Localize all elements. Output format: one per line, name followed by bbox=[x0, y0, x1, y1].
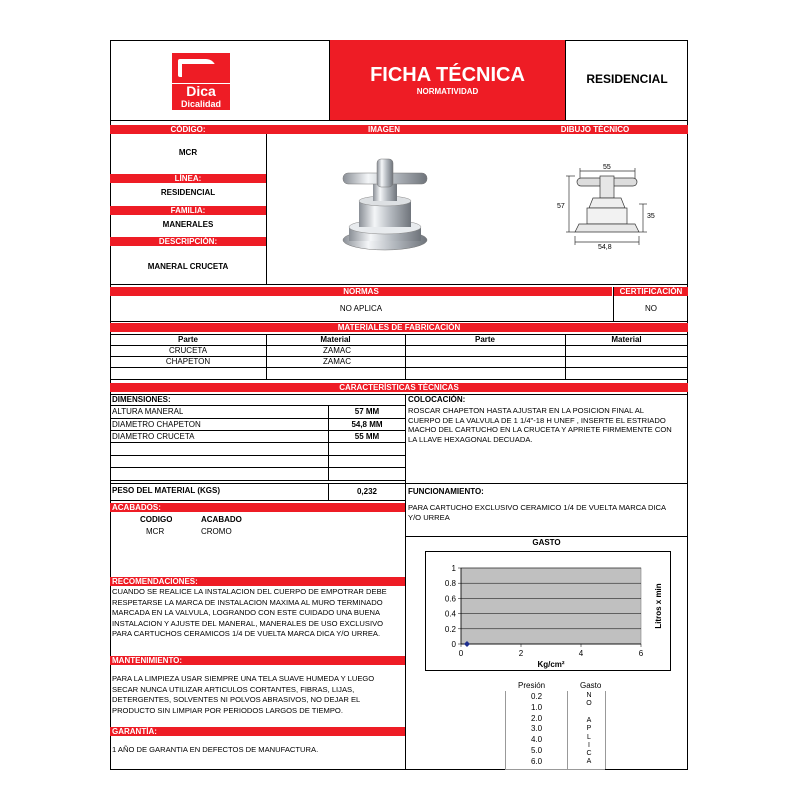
divider bbox=[605, 691, 606, 769]
descripcion-value: MANERAL CRUCETA bbox=[147, 262, 229, 271]
text-line: SECAR NUNCA UTILIZAR ARTICULOS CORTANTES, FIBRAS, LIJAS, bbox=[112, 684, 355, 694]
materiales-header: MATERIALES DE FABRICACIÓN bbox=[110, 323, 688, 332]
gasto-col-presion: Presión bbox=[518, 681, 546, 690]
descripcion-header: DESCRIPCIÓN: bbox=[110, 237, 266, 246]
logo-tagline: Dicalidad bbox=[172, 99, 230, 110]
materiales-col-material: Material bbox=[320, 335, 351, 344]
x-tick-label: 2 bbox=[518, 649, 524, 658]
dimension-value: 55 MM bbox=[354, 432, 380, 441]
text-line: INSTALACION Y AJUSTE DEL MANERAL, MANERALES DE USO EXCLUSIVO bbox=[112, 618, 384, 628]
familia-header: FAMILIA: bbox=[110, 206, 266, 215]
divider bbox=[110, 500, 405, 501]
gasto-letter: P bbox=[586, 725, 592, 733]
text-line: LA LLAVE HEXAGONAL DECUADA. bbox=[408, 434, 533, 444]
divider bbox=[405, 536, 688, 537]
text-line: ROSCAR CHAPETON HASTA AJUSTAR EN LA POSICION FINAL AL bbox=[408, 406, 645, 415]
x-tick-label: 0 bbox=[458, 649, 464, 658]
text-line: PARA CARTUCHOS CERAMICOS 1/4 DE VUELTA MARCA DICA Y/O URREA. bbox=[112, 629, 381, 639]
plot-area bbox=[461, 568, 641, 644]
divider bbox=[110, 467, 405, 468]
divider bbox=[405, 394, 406, 770]
presion-value: 2.0 bbox=[530, 713, 543, 723]
dimensiones-label: DIMENSIONES: bbox=[112, 395, 171, 404]
funcionamiento-text bbox=[408, 503, 684, 522]
divider bbox=[110, 284, 688, 285]
recomendaciones-header: RECOMENDACIONES: bbox=[110, 577, 405, 586]
divider bbox=[266, 134, 267, 284]
table-cell: CHAPETON bbox=[165, 357, 211, 366]
garantia-header: GARANTÍA: bbox=[110, 727, 405, 736]
table-cell: ZAMAC bbox=[323, 346, 351, 355]
page-title: FICHA TÉCNICA bbox=[370, 64, 525, 86]
text-line: PARA LA LIMPIEZA USAR SIEMPRE UNA TELA SUAVE HUMEDA Y LUEGO bbox=[112, 674, 375, 683]
y-tick-label: 0.8 bbox=[444, 579, 456, 589]
divider bbox=[110, 442, 405, 443]
gasto-letter: N bbox=[586, 692, 592, 699]
y-tick-label: 0 bbox=[451, 640, 456, 649]
logo bbox=[170, 51, 234, 113]
presion-value: 6.0 bbox=[530, 756, 543, 766]
dim-right: 35 bbox=[647, 213, 655, 220]
x-tick-label: 4 bbox=[578, 649, 584, 658]
product-image bbox=[335, 155, 435, 255]
divider bbox=[110, 321, 688, 322]
dimension-value: 57 MM bbox=[354, 407, 380, 416]
linea-value: RESIDENCIAL bbox=[160, 188, 216, 197]
imagen-header: IMAGEN bbox=[266, 125, 502, 134]
divider bbox=[110, 483, 688, 484]
divider bbox=[110, 418, 405, 419]
category-label: RESIDENCIAL bbox=[586, 72, 668, 86]
gasto-col-gasto: Gasto bbox=[580, 681, 602, 690]
gasto-letter: I bbox=[588, 741, 590, 749]
text-line: MACHO DEL CARTUCHO EN LA CRUCETA Y APRIETE FIRMEMENTE CON bbox=[408, 425, 672, 434]
certificacion-header: CERTIFICACIÓN bbox=[614, 287, 688, 296]
divider bbox=[567, 691, 568, 769]
garantia-text: 1 AÑO DE GARANTIA EN DEFECTOS DE MANUFACTURA. bbox=[112, 745, 319, 754]
table-cell: CRUCETA bbox=[168, 346, 208, 355]
normas-value: NO APLICA bbox=[339, 304, 383, 313]
divider bbox=[110, 455, 405, 456]
materiales-col-material: Material bbox=[611, 335, 642, 344]
y-tick-label: 0.2 bbox=[444, 624, 456, 634]
presion-value: 1.0 bbox=[530, 702, 543, 712]
divider bbox=[110, 367, 688, 368]
acabados-header: ACABADOS: bbox=[110, 503, 405, 512]
title-banner bbox=[330, 40, 565, 120]
text-line: CUANDO SE REALICE LA INSTALACION DEL CUERPO DE EMPOTRAR DEBE bbox=[112, 587, 387, 596]
dimension-name: ALTURA MANERAL bbox=[112, 407, 184, 416]
materiales-col-parte: Parte bbox=[177, 335, 198, 344]
caracteristicas-header: CARACTERÍSTICAS TÉCNICAS bbox=[110, 383, 688, 392]
peso-value: 0,232 bbox=[356, 487, 378, 496]
acabados-codigo: MCR bbox=[146, 527, 165, 536]
familia-value: MANERALES bbox=[162, 220, 214, 229]
text-line: MARCADA EN LA VALVULA, LOGRANDO CON ESTE CUIDADO UNA BUENA bbox=[112, 608, 381, 618]
colocacion-label: COLOCACIÓN: bbox=[408, 395, 466, 404]
text-line: PARA CARTUCHO EXCLUSIVO CERAMICO 1/4 DE VUELTA MARCA DICA bbox=[408, 503, 667, 512]
linea-header: LÍNEA: bbox=[110, 174, 266, 183]
text-line: Y/O URREA bbox=[408, 512, 450, 522]
gasto-chart bbox=[425, 551, 671, 671]
dim-left: 57 bbox=[557, 203, 565, 210]
presion-value: 5.0 bbox=[530, 746, 543, 755]
presion-value: 4.0 bbox=[530, 735, 543, 745]
gasto-letter: O bbox=[586, 700, 592, 708]
gasto-letter: L bbox=[587, 733, 591, 741]
codigo-header: CÓDIGO: bbox=[110, 125, 266, 134]
dimension-value: 54,8 MM bbox=[351, 420, 383, 429]
chart-title: GASTO bbox=[532, 538, 561, 547]
presion-value: 3.0 bbox=[530, 724, 543, 734]
text-line: RESPETARSE LA MARCA DE INSTALACION MAXIMA AL MURO TERMINADO bbox=[112, 597, 383, 607]
divider bbox=[110, 430, 405, 431]
y-tick-label: 1 bbox=[451, 564, 456, 573]
gasto-letter: A bbox=[586, 716, 592, 724]
codigo-value: MCR bbox=[178, 148, 198, 157]
normas-header: NORMAS bbox=[110, 287, 612, 296]
certificacion-value: NO bbox=[645, 304, 657, 313]
acabados-col-codigo: CODIGO bbox=[140, 515, 173, 524]
acabados-col-acabado: ACABADO bbox=[201, 515, 242, 524]
text-line: DETERGENTES, SOLVENTES NI POLVOS ABRASIVOS, NO DEJAR EL bbox=[112, 695, 361, 705]
gasto-letter: A bbox=[586, 758, 592, 766]
dibujo-header: DIBUJO TÉCNICO bbox=[502, 125, 688, 134]
gasto-letter: C bbox=[586, 750, 592, 758]
divider bbox=[110, 405, 405, 406]
dim-bottom: 54,8 bbox=[598, 244, 612, 251]
presion-value: 0.2 bbox=[530, 692, 543, 701]
divider bbox=[110, 120, 688, 121]
mantenimiento-header: MANTENIMIENTO: bbox=[110, 656, 405, 665]
materiales-col-parte: Parte bbox=[474, 335, 495, 344]
acabados-acabado: CROMO bbox=[201, 527, 232, 536]
divider bbox=[110, 480, 405, 481]
funcionamiento-label: FUNCIONAMIENTO: bbox=[408, 487, 484, 496]
table-cell: ZAMAC bbox=[323, 357, 351, 366]
mantenimiento-text bbox=[112, 674, 403, 716]
recomendaciones-text bbox=[112, 587, 403, 640]
y-tick-label: 0.4 bbox=[444, 609, 456, 619]
page-subtitle: NORMATIVIDAD bbox=[416, 87, 479, 96]
colocacion-text bbox=[408, 406, 684, 444]
y-axis-label: Litros x min bbox=[654, 583, 663, 629]
text-line: CUERPO DE LA VALVULA DE 1 1/4"-18 H UNEF , INSERTE EL ESTRIADO bbox=[408, 415, 666, 425]
technical-drawing bbox=[555, 160, 665, 255]
divider bbox=[505, 769, 605, 770]
dimension-name: DIAMETRO CRUCETA bbox=[112, 432, 195, 441]
dim-top: 55 bbox=[603, 164, 611, 171]
peso-label: PESO DEL MATERIAL (KGS) bbox=[112, 486, 221, 495]
y-tick-label: 0.6 bbox=[444, 594, 456, 604]
divider bbox=[110, 379, 688, 380]
dimension-name: DIAMETRO CHAPETON bbox=[112, 420, 201, 429]
text-line: PRODUCTO SIN LIMPIAR POR PERIODOS LARGOS DE TIEMPO. bbox=[112, 705, 343, 715]
x-tick-label: 6 bbox=[638, 649, 644, 658]
logo-text: Dica bbox=[172, 84, 230, 99]
divider bbox=[110, 394, 688, 395]
x-axis-label: Kg/cm² bbox=[537, 660, 565, 669]
